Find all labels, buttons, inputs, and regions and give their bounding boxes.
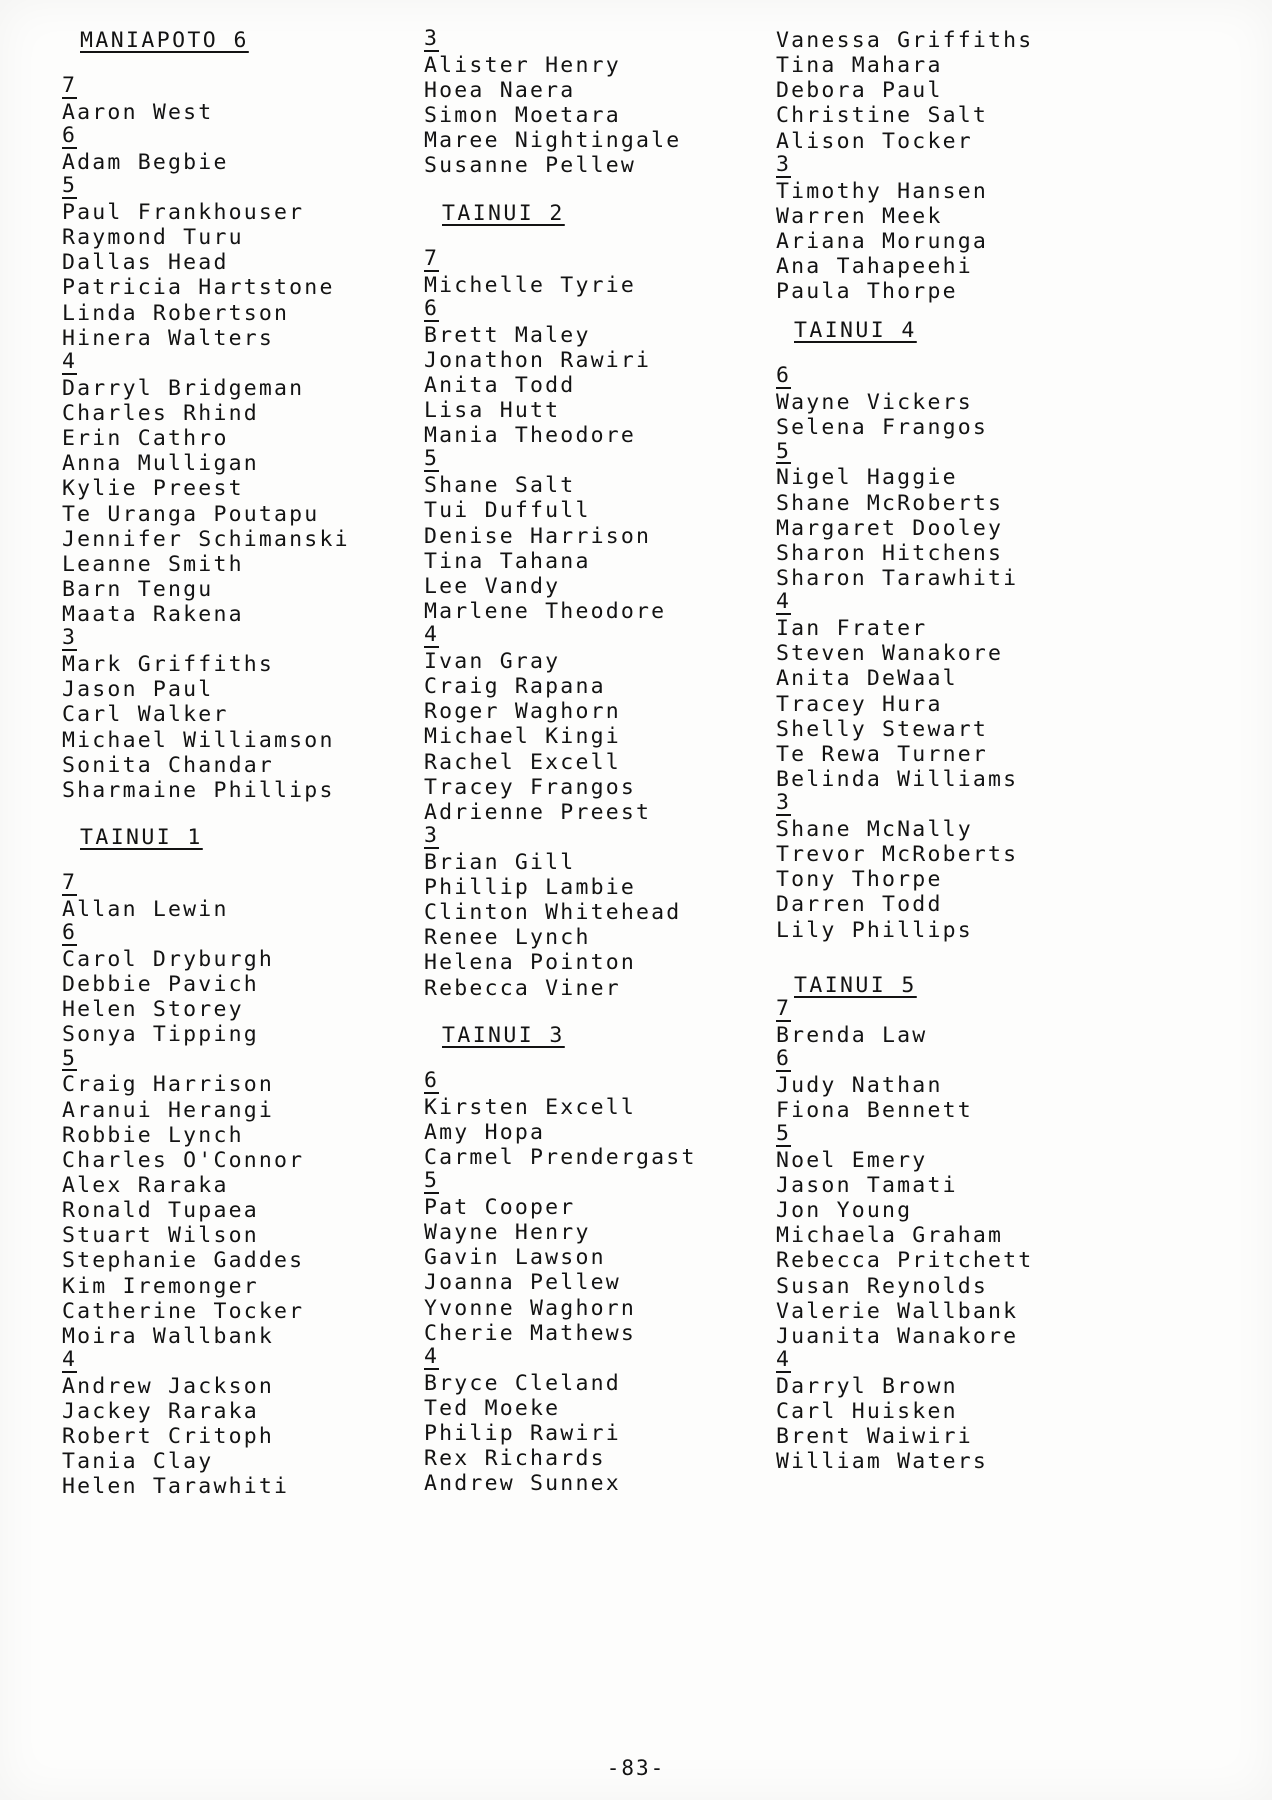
name-group: [776, 1349, 1116, 1474]
person-name: Vanessa Griffiths: [776, 28, 1034, 53]
group-number: 4: [424, 622, 440, 648]
person-name: Sonya Tipping: [62, 1022, 259, 1048]
name-group: [776, 151, 1116, 305]
name-group: [776, 1120, 1116, 1349]
person-name: Philip Rawiri: [424, 1421, 621, 1447]
person-name: Michelle Tyrie: [424, 272, 637, 298]
spacer: [776, 304, 1116, 318]
person-name: Sonita Chandar: [62, 752, 275, 778]
section-title: TAINUI 1: [80, 824, 203, 850]
spacer: [62, 850, 424, 872]
person-name: Cherie Mathews: [424, 1320, 637, 1346]
name-group: [62, 1349, 424, 1500]
group-number: 6: [62, 123, 78, 149]
group-number: 7: [424, 245, 440, 271]
person-name: Kim Iremonger: [62, 1273, 259, 1299]
person-name: Te Uranga Poutapu: [62, 501, 320, 527]
person-name: Renee Lynch: [424, 925, 591, 951]
person-name: Marlene Theodore: [424, 598, 667, 624]
person-name: Raymond Turu: [62, 225, 244, 251]
name-group: [424, 1170, 776, 1346]
section-title-row: [424, 201, 776, 226]
person-name: Joanna Pellew: [424, 1270, 621, 1296]
person-name: Ted Moeke: [424, 1395, 561, 1421]
person-name: Lily Phillips: [776, 917, 973, 943]
spacer: [776, 343, 1116, 365]
person-name: Paul Frankhouser: [62, 200, 305, 226]
section-title-row: [776, 973, 1116, 998]
person-name: Mark Griffiths: [62, 652, 275, 678]
person-name: Charles Rhind: [62, 400, 259, 426]
person-name: Brenda Law: [776, 1022, 928, 1048]
name-group: [776, 995, 1116, 1048]
person-name: Ronald Tupaea: [62, 1198, 259, 1224]
group-number: 6: [424, 295, 440, 321]
group-number: 3: [424, 26, 440, 51]
person-name: Rebecca Pritchett: [776, 1248, 1034, 1274]
name-group: [776, 28, 1116, 154]
person-name: Te Rewa Turner: [776, 741, 989, 767]
person-name: Warren Meek: [776, 203, 943, 229]
group-number: 5: [62, 1045, 78, 1071]
column-1: [62, 28, 424, 1500]
person-name: Darryl Bridgeman: [62, 375, 305, 401]
person-name: Susanne Pellew: [424, 153, 637, 179]
person-name: Kirsten Excell: [424, 1094, 637, 1120]
person-name: Tui Duffull: [424, 498, 591, 524]
person-name: Ivan Gray: [424, 649, 561, 674]
person-name: Noel Emery: [776, 1147, 928, 1173]
name-group: [62, 175, 424, 351]
person-name: Maree Nightingale: [424, 128, 682, 154]
spacer: [424, 226, 776, 248]
person-name: Erin Cathro: [62, 426, 229, 452]
name-group: [62, 75, 424, 125]
person-name: Belinda Williams: [776, 766, 1019, 792]
person-name: Ian Frater: [776, 616, 928, 642]
person-name: Robbie Lynch: [62, 1122, 244, 1148]
person-name: Paula Thorpe: [776, 279, 958, 305]
person-name: Darren Todd: [776, 892, 943, 918]
person-name: Bryce Cleland: [424, 1370, 621, 1396]
person-name: Jennifer Schimanski: [62, 526, 350, 552]
person-name: Phillip Lambie: [424, 875, 637, 901]
person-name: Aranui Herangi: [62, 1097, 275, 1123]
person-name: Allan Lewin: [62, 896, 229, 922]
person-name: Sharon Hitchens: [776, 540, 1004, 566]
person-name: Jon Young: [776, 1198, 913, 1224]
person-name: Tania Clay: [62, 1449, 214, 1475]
person-name: Tony Thorpe: [776, 867, 943, 893]
person-name: Wayne Vickers: [776, 390, 973, 416]
person-name: Ariana Morunga: [776, 228, 989, 254]
person-name: Michaela Graham: [776, 1223, 1004, 1249]
person-name: Christine Salt: [776, 103, 989, 129]
person-name: Carl Walker: [62, 702, 229, 728]
name-group: [62, 348, 424, 628]
person-name: Shane McNally: [776, 816, 973, 842]
name-group: [424, 624, 776, 825]
name-group: [62, 627, 424, 803]
person-name: Brett Maley: [424, 322, 591, 348]
person-name: Craig Rapana: [424, 674, 606, 700]
name-group: [776, 438, 1116, 592]
group-number: 4: [776, 1347, 792, 1372]
person-name: Gavin Lawson: [424, 1245, 606, 1271]
person-name: Nigel Haggie: [776, 465, 958, 491]
person-name: Amy Hopa: [424, 1119, 546, 1145]
group-number: 5: [776, 1120, 792, 1146]
person-name: Aaron West: [62, 99, 214, 125]
person-name: Kylie Preest: [62, 476, 244, 502]
person-name: Yvonne Waghorn: [424, 1295, 637, 1321]
spacer: [424, 1001, 776, 1023]
person-name: Hinera Walters: [62, 325, 275, 351]
group-number: 4: [62, 348, 78, 374]
person-name: Andrew Sunnex: [424, 1471, 621, 1497]
person-name: Helena Pointon: [424, 950, 637, 976]
person-name: William Waters: [776, 1449, 989, 1475]
person-name: Roger Waghorn: [424, 699, 621, 725]
person-name: Judy Nathan: [776, 1072, 943, 1098]
person-name: Brian Gill: [424, 849, 576, 875]
name-group: [62, 1045, 424, 1349]
person-name: Tracey Frangos: [424, 774, 637, 800]
person-name: Michael Kingi: [424, 724, 621, 750]
section-title: TAINUI 2: [442, 200, 565, 226]
name-group: [776, 365, 1116, 440]
name-group: [62, 922, 424, 1047]
person-name: Susan Reynolds: [776, 1273, 989, 1299]
person-name: Linda Robertson: [62, 300, 290, 326]
person-name: Carol Dryburgh: [62, 946, 275, 972]
person-name: Carmel Prendergast: [424, 1144, 697, 1170]
person-name: Sharmaine Phillips: [62, 777, 335, 803]
name-group: [424, 28, 776, 179]
group-number: 7: [776, 995, 792, 1021]
spacer: [62, 53, 424, 75]
group-number: 5: [424, 446, 440, 472]
person-name: Selena Frangos: [776, 415, 989, 441]
name-group: [62, 125, 424, 175]
group-number: 3: [62, 625, 78, 651]
person-name: Jason Paul: [62, 677, 214, 703]
person-name: Helen Tarawhiti: [62, 1474, 290, 1500]
group-number: 3: [776, 151, 792, 177]
group-number: 6: [776, 363, 792, 389]
person-name: Adrienne Preest: [424, 799, 652, 825]
person-name: Timothy Hansen: [776, 178, 989, 204]
section-title: TAINUI 4: [794, 318, 917, 344]
person-name: Jason Tamati: [776, 1173, 958, 1199]
person-name: Darryl Brown: [776, 1373, 958, 1399]
person-name: Pat Cooper: [424, 1195, 576, 1221]
person-name: Andrew Jackson: [62, 1373, 275, 1399]
section-title: TAINUI 5: [794, 972, 917, 998]
person-name: Valerie Wallbank: [776, 1298, 1019, 1324]
name-group: [62, 869, 424, 922]
person-name: Craig Harrison: [62, 1072, 275, 1098]
name-group: [424, 245, 776, 298]
person-name: Moira Wallbank: [62, 1323, 275, 1349]
group-number: 6: [776, 1045, 792, 1071]
person-name: Robert Critoph: [62, 1424, 275, 1450]
person-name: Brent Waiwiri: [776, 1424, 973, 1450]
person-name: Clinton Whitehead: [424, 900, 682, 926]
person-name: Charles O'Connor: [62, 1147, 305, 1173]
group-number: 3: [424, 822, 440, 848]
group-number: 7: [62, 869, 78, 895]
person-name: Ana Tahapeehi: [776, 254, 973, 280]
person-name: Barn Tengu: [62, 576, 214, 602]
spacer: [776, 943, 1116, 973]
person-name: Tracey Hura: [776, 691, 943, 717]
person-name: Hoea Naera: [424, 78, 576, 104]
person-name: Stuart Wilson: [62, 1223, 259, 1249]
group-number: 4: [62, 1347, 78, 1372]
person-name: Juanita Wanakore: [776, 1323, 1019, 1349]
person-name: Lee Vandy: [424, 573, 561, 599]
person-name: Tina Tahana: [424, 548, 591, 574]
person-name: Margaret Dooley: [776, 515, 1004, 541]
page-columns: [62, 28, 1222, 1500]
person-name: Jonathon Rawiri: [424, 347, 652, 373]
person-name: Shane Salt: [424, 473, 576, 499]
section-title: TAINUI 3: [442, 1022, 565, 1048]
person-name: Stephanie Gaddes: [62, 1248, 305, 1274]
spacer: [424, 179, 776, 201]
person-name: Dallas Head: [62, 250, 229, 276]
person-name: Adam Begbie: [62, 149, 229, 175]
person-name: Debbie Pavich: [62, 972, 259, 998]
person-name: Rachel Excell: [424, 749, 621, 775]
section-title-row: [776, 318, 1116, 343]
person-name: Alison Tocker: [776, 128, 973, 154]
page-number: -83-: [606, 1756, 666, 1780]
name-group: [776, 792, 1116, 943]
name-group: [776, 1045, 1116, 1123]
name-group: [424, 1067, 776, 1170]
section-title-row: [62, 28, 424, 53]
person-name: Shelly Stewart: [776, 716, 989, 742]
name-group: [424, 448, 776, 624]
spacer: [424, 1048, 776, 1070]
spacer: [62, 803, 424, 825]
person-name: Catherine Tocker: [62, 1298, 305, 1324]
group-number: 6: [62, 920, 78, 946]
person-name: Shane McRoberts: [776, 490, 1004, 516]
person-name: Rex Richards: [424, 1446, 606, 1472]
group-number: 5: [776, 438, 792, 464]
person-name: Tina Mahara: [776, 53, 943, 79]
person-name: Mania Theodore: [424, 423, 637, 449]
person-name: Lisa Hutt: [424, 398, 561, 424]
person-name: Patricia Hartstone: [62, 275, 335, 301]
group-number: 5: [424, 1168, 440, 1194]
person-name: Michael Williamson: [62, 727, 335, 753]
section-title: MANIAPOTO 6: [80, 28, 249, 53]
person-name: Fiona Bennett: [776, 1097, 973, 1123]
group-number: 6: [424, 1067, 440, 1093]
name-group: [776, 591, 1116, 792]
person-name: Jackey Raraka: [62, 1399, 259, 1425]
name-group: [424, 1343, 776, 1497]
person-name: Rebecca Viner: [424, 975, 621, 1001]
group-number: 4: [776, 589, 792, 615]
group-number: 5: [62, 173, 78, 199]
person-name: Debora Paul: [776, 78, 943, 104]
person-name: Carl Huisken: [776, 1399, 958, 1425]
group-number: 3: [776, 790, 792, 816]
person-name: Anita DeWaal: [776, 666, 958, 692]
column-3: [776, 28, 1116, 1500]
person-name: Anna Mulligan: [62, 451, 259, 477]
person-name: Alex Raraka: [62, 1173, 229, 1199]
person-name: Simon Moetara: [424, 103, 621, 129]
column-2: [424, 28, 776, 1500]
person-name: Wayne Henry: [424, 1220, 591, 1246]
name-group: [424, 295, 776, 449]
person-name: Anita Todd: [424, 372, 576, 398]
section-title-row: [424, 1023, 776, 1048]
person-name: Maata Rakena: [62, 602, 244, 628]
person-name: Helen Storey: [62, 997, 244, 1023]
group-number: 7: [62, 73, 78, 98]
group-number: 4: [424, 1343, 440, 1369]
section-title-row: [62, 825, 424, 850]
person-name: Leanne Smith: [62, 551, 244, 577]
name-group: [424, 822, 776, 1001]
person-name: Alister Henry: [424, 52, 621, 78]
person-name: Trevor McRoberts: [776, 842, 1019, 868]
person-name: Denise Harrison: [424, 523, 652, 549]
person-name: Sharon Tarawhiti: [776, 566, 1019, 592]
person-name: Steven Wanakore: [776, 641, 1004, 667]
